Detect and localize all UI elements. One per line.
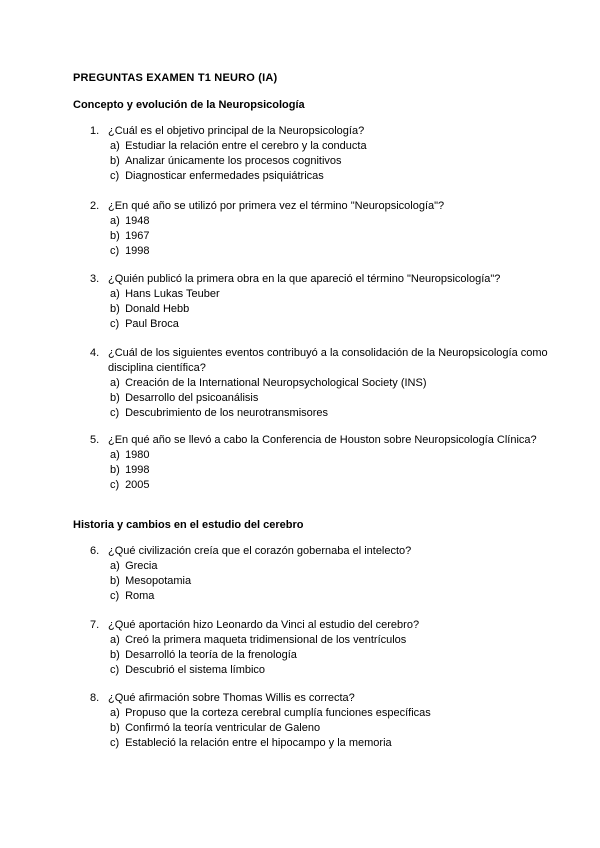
answer-option: [110, 736, 550, 751]
option-letter: a): [110, 707, 120, 719]
option-letter: c): [110, 407, 120, 419]
option-letter: a): [110, 215, 120, 227]
question-text: ¿Quién publicó la primera obra en la que apareció el término "Neuropsicología"?: [108, 273, 501, 285]
answer-option: [110, 139, 550, 154]
option-text: Estableció la relación entre el hipocampo y la memoria: [125, 737, 392, 749]
option-text: 1980: [125, 449, 150, 461]
question-number: 4.: [90, 347, 100, 359]
option-letter: a): [110, 377, 120, 389]
question-8: [90, 691, 550, 751]
question-3: [90, 272, 550, 332]
question-2: [90, 199, 550, 259]
section-heading: Concepto y evolución de la Neuropsicología: [73, 99, 305, 111]
option-letter: b): [110, 155, 120, 167]
option-letter: a): [110, 634, 120, 646]
answer-option: [110, 448, 550, 463]
answer-option: [110, 663, 550, 678]
answer-options: [110, 633, 550, 678]
answer-options: [110, 376, 550, 421]
question-number: 8.: [90, 692, 100, 704]
option-text: 1998: [125, 464, 150, 476]
option-text: Paul Broca: [125, 318, 179, 330]
option-text: Donald Hebb: [125, 303, 190, 315]
document-title: PREGUNTAS EXAMEN T1 NEURO (IA): [73, 72, 278, 84]
question-number: 2.: [90, 200, 100, 212]
option-letter: b): [110, 649, 120, 661]
option-letter: c): [110, 245, 120, 257]
answer-option: [110, 648, 550, 663]
answer-options: [110, 139, 550, 184]
answer-option: [110, 214, 550, 229]
question-text: ¿Cuál es el objetivo principal de la Neuropsicología?: [108, 125, 365, 137]
answer-options: [110, 448, 550, 493]
answer-option: [110, 376, 550, 391]
option-text: Confirmó la teoría ventricular de Galeno: [125, 722, 321, 734]
answer-option: [110, 559, 550, 574]
option-letter: c): [110, 479, 120, 491]
question-text: ¿Qué aportación hizo Leonardo da Vinci al estudio del cerebro?: [108, 619, 420, 631]
option-text: Descubrió el sistema límbico: [125, 664, 266, 676]
answer-options: [110, 706, 550, 751]
option-text: 1998: [125, 245, 150, 257]
option-letter: b): [110, 303, 120, 315]
answer-option: [110, 633, 550, 648]
answer-option: [110, 244, 550, 259]
answer-options: [110, 214, 550, 259]
question-number: 5.: [90, 434, 100, 446]
option-letter: a): [110, 140, 120, 152]
answer-option: [110, 391, 550, 406]
option-text: Creación de la International Neuropsychological Society (INS): [125, 377, 427, 389]
question-1: [90, 124, 550, 184]
option-letter: a): [110, 560, 120, 572]
option-letter: c): [110, 318, 120, 330]
option-text: Mesopotamia: [125, 575, 192, 587]
option-text: Analizar únicamente los procesos cognitivos: [125, 155, 342, 167]
answer-option: [110, 706, 550, 721]
question-number: 6.: [90, 545, 100, 557]
option-text: Grecia: [125, 560, 158, 572]
option-text: Desarrolló la teoría de la frenología: [125, 649, 297, 661]
answer-options: [110, 287, 550, 332]
question-6: [90, 544, 550, 604]
option-letter: a): [110, 288, 120, 300]
option-text: Estudiar la relación entre el cerebro y la conducta: [125, 140, 367, 152]
option-text: 1967: [125, 230, 150, 242]
question-5: [90, 433, 550, 493]
answer-option: [110, 463, 550, 478]
option-text: Hans Lukas Teuber: [125, 288, 220, 300]
question-number: 3.: [90, 273, 100, 285]
option-letter: c): [110, 170, 120, 182]
question-text: ¿Qué civilización creía que el corazón gobernaba el intelecto?: [108, 545, 412, 557]
option-letter: b): [110, 575, 120, 587]
option-text: Diagnosticar enfermedades psiquiátricas: [125, 170, 324, 182]
answer-option: [110, 287, 550, 302]
question-text: ¿Qué afirmación sobre Thomas Willis es correcta?: [108, 692, 355, 704]
option-text: Descubrimiento de los neurotransmisores: [125, 407, 329, 419]
question-text: ¿En qué año se llevó a cabo la Conferencia de Houston sobre Neuropsicología Clínica?: [108, 434, 537, 446]
answer-option: [110, 574, 550, 589]
option-text: Creó la primera maqueta tridimensional de los ventrículos: [125, 634, 407, 646]
option-letter: b): [110, 392, 120, 404]
answer-option: [110, 589, 550, 604]
question-number: 7.: [90, 619, 100, 631]
section-heading: Historia y cambios en el estudio del cerebro: [73, 519, 304, 531]
answer-option: [110, 478, 550, 493]
option-letter: c): [110, 737, 120, 749]
option-letter: b): [110, 230, 120, 242]
question-4: [90, 346, 550, 421]
option-letter: b): [110, 722, 120, 734]
question-text: ¿Cuál de los siguientes eventos contribuyó a la consolidación de la Neuropsicología como disciplina científica?: [108, 347, 548, 374]
answer-option: [110, 154, 550, 169]
option-letter: c): [110, 590, 120, 602]
question-7: [90, 618, 550, 678]
answer-option: [110, 721, 550, 736]
question-number: 1.: [90, 125, 100, 137]
answer-option: [110, 317, 550, 332]
answer-option: [110, 302, 550, 317]
question-text: ¿En qué año se utilizó por primera vez el término "Neuropsicología"?: [108, 200, 445, 212]
answer-option: [110, 169, 550, 184]
option-text: Roma: [125, 590, 155, 602]
option-text: Propuso que la corteza cerebral cumplía funciones específicas: [125, 707, 431, 719]
option-text: 2005: [125, 479, 150, 491]
answer-option: [110, 229, 550, 244]
option-letter: b): [110, 464, 120, 476]
answer-options: [110, 559, 550, 604]
option-text: Desarrollo del psicoanálisis: [125, 392, 259, 404]
option-letter: a): [110, 449, 120, 461]
answer-option: [110, 406, 550, 421]
option-text: 1948: [125, 215, 150, 227]
option-letter: c): [110, 664, 120, 676]
